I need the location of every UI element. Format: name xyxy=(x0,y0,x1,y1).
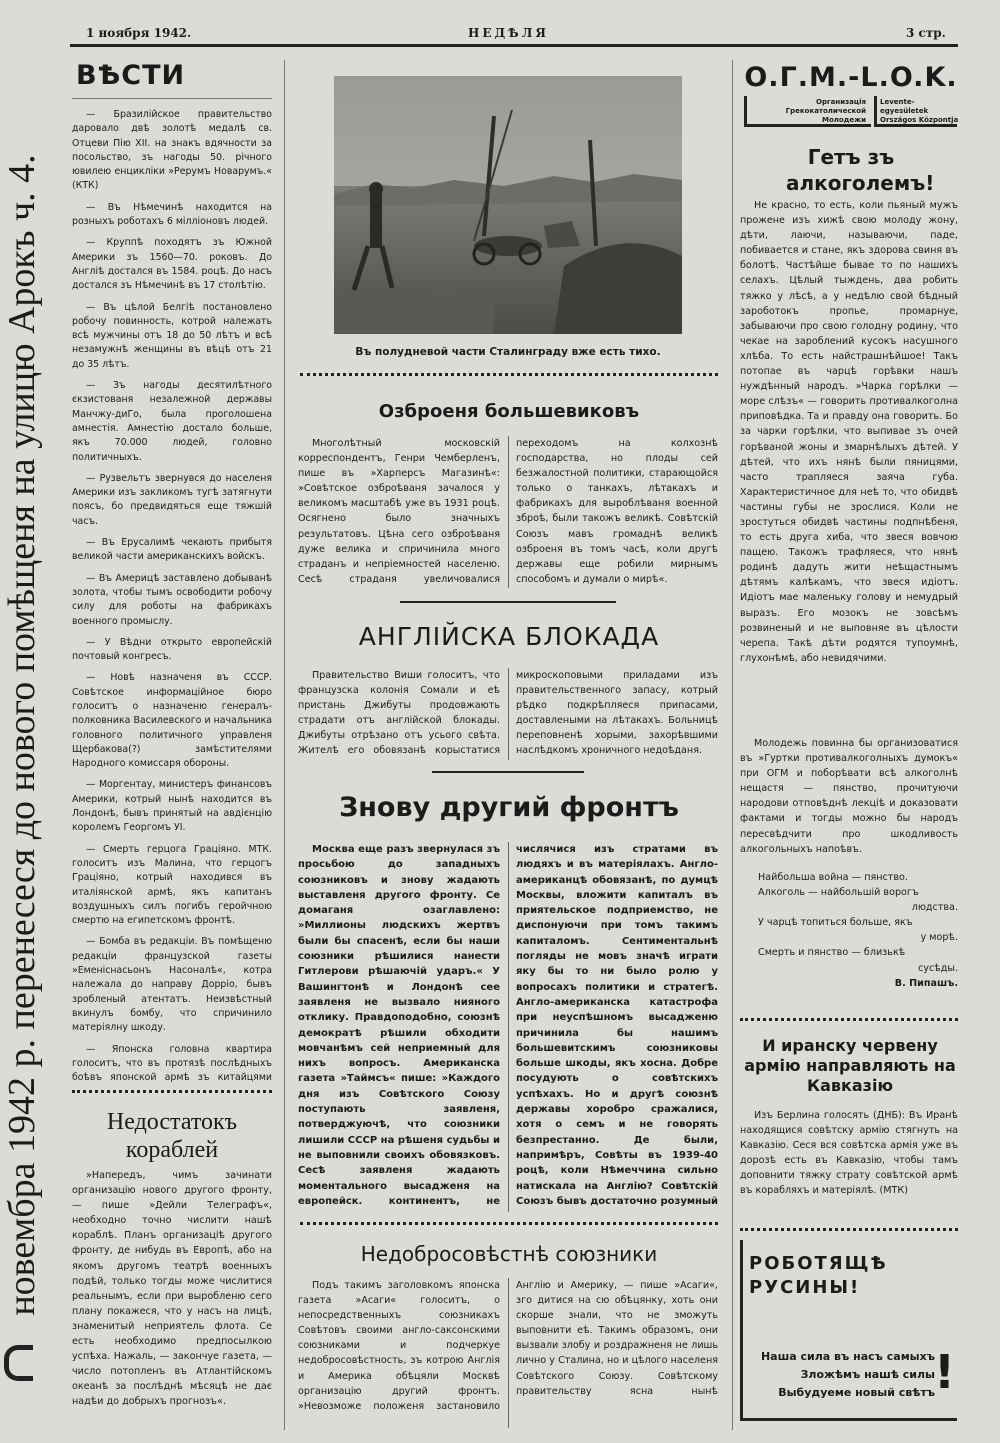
saying-end: сусѣды. xyxy=(918,962,958,974)
list-item: — Зъ нагоды десятилѣтного єкзистованя незалежной державы Манчжу-диГо, была проголошена амнестія. Амнестію достало больше, якъ 70.000 людей, головно политичныхъ. xyxy=(72,380,272,463)
saying: Найбольша война — пянство. xyxy=(758,872,908,883)
divider-dots xyxy=(300,1222,718,1225)
header-rule xyxy=(70,44,958,47)
nedobrosovestne-body: Подъ такимъ заголовкомъ японска газета »Асаги« голоситъ, о непосредственныхъ союзникахъ Совѣтовъ своими англо-саксонскими союзниками и подчеркуе недобросовѣстность, зъ котрою Англія и Америка обѣцяли Москвѣ организацію другий фронтъ. »Невозможе положеня застановило Англію и Америку, — пише »Асаги«, зго дитися на сю обѣцянку, хоть они скорше знали, что не зможуть выповнити еѣ. Такимъ образомъ, они вызвали злобу и роздражненя не лишь лично у Сталина, но и цѣлого населеня Совѣтского Союзу. Совѣтскому правительству ясна нынѣ xyxy=(298,1280,718,1412)
side-banner: новембра 1942 р. перенесеся до нового помѣщеня на улицю Арокъ ч. 4. xyxy=(1,154,43,1316)
photo xyxy=(334,76,682,334)
list-item: — Рузвельтъ звернувся до населеня Америки изъ закликомъ тугѣ затягнути поясъ, бо предвидяться еще тяжшій часъ. xyxy=(72,472,272,527)
divider-line xyxy=(400,601,616,603)
vesti-list xyxy=(72,108,272,1083)
divider-dots xyxy=(740,1228,958,1231)
list-item: — Новѣ назначеня въ СССР. Совѣтское информаційное бюро голоситъ о назначеню генералъ-полковника Василевского и начальника головного политичного управленя Щербакова(?) замѣстителями Народного комиссаря обороны. xyxy=(72,672,272,770)
iran-title: И иранску червену армію направляють на Кавказію xyxy=(744,1036,956,1095)
binding-mark xyxy=(4,1345,33,1381)
list-item: — Бразилійское правительство даровало двѣ золотѣ медалѣ св. Отцеви Пію XII. на знакъ вдячности за посольство, зъ нагоды 50. річного ювилею енцикліки »Рерумъ Новарумъ.« (КТК) xyxy=(72,109,272,192)
alkohol-body: Не красно, то есть, коли пьяный мужъ прожене изъ хижѣ свою молоду жону, дѣти, лаючи, называючи, паде, побивается и стане, якъ здорова свиня въ болотѣ. Частѣйше бывае то по нашихъ селахъ. Цѣлый тыждень, два робить тяжко у лѣсѣ, а у недѣлю свой бѣдный зароботокъ пропье, промарнуе, забываючи про свою голодну родину, что чекае на зароблений кусокъ насушного хлѣба. То есть найстрашнѣйшое! Такъ потопае въ чарцѣ горѣвки нашъ нуждѣнный народъ. »Чарка горѣлки — море слѣзъ« — говорить противалкоголна приповѣдка. Та и правду она говорить. Бо за чарки горѣлки, что выпивае зъ очей горѣваной жоны и змарнѣлыхъ дѣтей. У дѣтей, что ихъ нянѣ были пяницями, часто трапляеся заяча губа. Характеристичное для неѣ то, что обидвѣ частины губы не зрослися. Коли не зростуться обидвѣ частины подпнѣбеня, то есть друга хиба, что звеся вовчою пащею. Такожъ трафляеся, что нянѣ родинѣ дадуть жити неѣщастнымъ дѣтямъ калѣкамъ, что звеся идіотъ. Идіотъ мае маленьку голову и немудрый выразъ. Его мозокъ не зовсѣмъ розвиненый и не выповняе въ цѣлости черепа. Такѣ дѣти родятся тупоумнѣ, глухонѣмѣ, або невидячими. xyxy=(740,200,958,664)
exclamation-mark: ! xyxy=(934,1345,955,1399)
alkohol-title: Гетъ зъ алкоголемъ! xyxy=(786,145,935,195)
saying-end: у морѣ. xyxy=(920,932,958,944)
divider-dots xyxy=(72,1090,272,1093)
list-item: — Въ цѣлой Белгіѣ постановлено робочу повинность, котрой належать всѣ мужчины отъ 18 до 50 лѣтъ и всѣ незамужнѣ женщины въ вѣцѣ отъ 21 до 35 лѣтъ. xyxy=(72,301,272,370)
angliyska-body: Правительство Виши голоситъ, что французска колонія Сомали и еѣ пристань Джибуты продовжають страдати отъ англійской блокады. Джибуты отрѣзано отъ усього свѣта. Жителѣ его обовязанѣ корыстатися микроскоповыми приладами изъ правительственного запасу, котрый рѣдко подкрѣпляеся припасами, доставлеными на лѣтакахъ. Больницѣ переповненѣ хорыми, захорѣвшими наслѣдкомъ хроничного недоѣданя. xyxy=(298,670,718,757)
list-item: — Круппѣ походятъ зъ Южной Америки зъ 1560—70. роковъ. До Англіѣ достался въ 1584. роцѣ. До насъ достался зъ Нѣмечинѣ въ 17 столѣтію. xyxy=(72,237,272,292)
page-number: 3 стр. xyxy=(906,26,946,40)
saying: Смерть и пянство — близькѣ xyxy=(758,947,906,959)
paper-name: НЕДѢЛЯ xyxy=(468,26,549,40)
column-rule-left xyxy=(284,60,285,1430)
robotyashche-box xyxy=(740,1240,957,1421)
ozbroenya-title: Озброеня большевиковъ xyxy=(378,401,640,422)
saying-end: людства. xyxy=(911,902,958,914)
ogm-title: О.Г.М.-L.O.K. xyxy=(744,62,958,93)
alkohol-body-2: Молодежь повинна бы организоватися въ »Гуртки противалкоголныхъ думокъ« при ОГМ и поборѣвати всѣ алкоголнѣ нещастя — пянство, прочитуючи народови отповѣднѣ лекціѣ и доказовати фактами и тогды можно бы народъ пересвѣдчити про шкодливость алкогольныхъ напоѣвъ. xyxy=(740,738,958,855)
saying: Алкоголь — найбольшій ворогъ xyxy=(758,887,919,899)
list-item: — Бомба въ редакціи. Въ помѣщеню редакціи французской газеты »Еменіснасьонъ Насоналѣ«, котра належала до направу Дорріо, бывъ зробленый атентатъ. Неизвѣстный вкинулъ бомбу, что спричинило матеріялну шкоду. xyxy=(72,936,272,1034)
vesti-title: ВѢСТИ xyxy=(76,60,186,91)
divider-dots xyxy=(740,1018,958,1021)
slogan-box xyxy=(743,1342,957,1418)
author: В. Пипашъ. xyxy=(894,977,958,989)
ogm-box xyxy=(740,62,958,134)
znovu-body: Москва еще разъ звернулася зъ просьбою до западныхъ союзниковъ и знову жадають выставленя другого фронту. Се домаганя озаглавлено: »Миллионы людскихъ жертвъ были бы спасенѣ, если бы наши союзники рѣшилися нанести Гитлерови рѣшаючій ударъ.« У Вашингтонѣ и Лондонѣ сее заявленя не вызвало нияного отклику. Правдоподобно, союзнѣ демократѣ рѣшили обходити мовчанѣмъ сей неприемный для нихъ вопросъ. Американска газета »Таймсъ« пише: »Каждого дня изъ Совѣтского Союзу поступають заявленя, потверджуючѣ, что союзники лишили СССР на рѣшеня судьбы и не выповнили своихъ обовязковъ. Сесѣ заявленя жадають моментального высадженя на европейск. континентъ, не числячися изъ стратами въ людяхъ и въ матеріялахъ. Англо-американцѣ обовязанѣ, по думцѣ Москвы, вложити капиталъ въ приятельское подприемство, не диспонуючи при томъ такимъ капиталомъ. Сентиментальнѣ погляды не мовъ значѣ играти яку бы то ни было ролю у вопросахъ политики и стратегѣ. Англо-американска катастрофа при неуспѣшномъ высадженю причинила бы нашимъ большевитскимъ союзниковы больше шкоды, якъ хосна. Добре посудують о совѣтскихъ успѣхахъ. Но и другѣ союзнѣ державы хоробро сражалися, хотя о семъ и не говорять безпрестанно. Де были, напримѣръ, Совѣты въ 1939-40 роцѣ, коли Нѣмеччина сильно натискала на Англію? Совѣтскій Союзъ бывъ достаточно розумный xyxy=(298,844,718,1207)
slogan-line: Зложѣмъ нашѣ силы xyxy=(800,1368,935,1381)
nedobrosovestne-title: Недобросовѣстнѣ союзники xyxy=(360,1242,658,1266)
list-item: — Моргентау, министеръ финансовъ Америки, котрый нынѣ находится въ Лондонѣ, бывъ принятый на авдієнцію королемъ Георгомъ УІ. xyxy=(72,779,272,834)
saying: У чарцѣ топиться больше, якъ xyxy=(758,917,913,929)
list-item: — Въ Ерусалимѣ чекають прибытя великой части американскихъ войскъ. xyxy=(72,537,272,563)
stalingrad-photo-image xyxy=(334,76,682,334)
ogm-subtitle-right: Levente-egyesületek Országos Központja xyxy=(880,98,959,124)
iran-body: Изъ Берлина голосять (ДНБ): Въ Иранѣ находящися совѣтску армію стягнуть на Кавказію. Сеся вся совѣтска армія уже въ дорозѣ есть въ Кавказію, чтобы тамъ доповнити тяжку страту совѣтской армѣ въ корабляхъ и матеріялѣ. (МТК) xyxy=(740,1110,958,1197)
divider-line xyxy=(432,771,584,773)
robotyashche-title: РОБОТЯЩѢ РУСИНЫ! xyxy=(749,1253,888,1298)
nedostatok-title: Недостатокъ кораблей xyxy=(106,1109,238,1163)
slogan-line: Наша сила въ насъ самыхъ xyxy=(760,1350,935,1363)
column-rule-right xyxy=(732,60,733,1430)
list-item: — У Вѣдни открыто европейскій почтовый конгресъ. xyxy=(72,636,272,663)
divider-dots xyxy=(300,373,718,376)
slogan-line: Выбудуеме новый свѣтъ xyxy=(778,1386,935,1399)
photo-caption: Въ полудневой части Сталинграду вже есть тихо. xyxy=(355,346,661,358)
znovu-title: Знову другий фронтъ xyxy=(339,792,679,823)
ogm-subtitle-left: Организація Грекокатолической Молодежи xyxy=(785,98,866,124)
ozbroenya-body: Многолѣтный московскій корреспондентъ, Генри Чемберленъ, пише въ »Харперсъ Магазинѣ«: »Совѣтское озброѣваня зачалося у великомъ масштабѣ уже въ 1931 роцѣ. Осягнено было значныхъ результатовъ. Цѣна сего озброѣваня дуже велика и спричинила много страданъ и непріемностей населеню. Сесѣ страданя увеличовалися переходомъ на колхознѣ господарства, но плоды сей безжалостной политики, старающойся только о танкахъ, лѣтакахъ и фабрикахъ для выроблѣваня военной зброѣ, были такожъ великѣ. Совѣтскій Союзъ мавъ громаднѣ великѣ озброеня въ томъ часѣ, коли другѣ державы еще робили мирнымъ способомъ и думали о мирѣ«. xyxy=(298,438,718,585)
nedostatok-body: »Напередъ, чимъ зачинати организацію нового другого фронту, — пише »Дейли Телеграфъ«, необходно точно числити нашѣ кораблѣ. Планъ организаціѣ другого фронту, де нибудь въ Европѣ, або на якомъ другомъ театрѣ военныхъ подѣй, только тогды може числитися реальнымъ, если при выробленю сего плану покажеся, что у насъ на лицѣ, знаменитый неприятель флота. Се есть необходимо предпосылкою успѣха. Нажаль, — закончуе газета, — число потопленъ въ Атлантійскомъ океанѣ за послѣднѣ мѣсяцѣ не дає надѣи до добрыхъ прогнозъ«. xyxy=(72,1170,272,1408)
list-item: — Въ Нѣмечинѣ находится на розныхъ роботахъ 6 мілліоновъ людей. xyxy=(72,201,272,228)
list-item: — Японска головна квартира голоситъ, что въ протязѣ послѣдныхъ боѣвъ японской армѣ зъ китайцями xyxy=(72,1043,272,1083)
vesti-title-rule xyxy=(72,98,272,99)
alkohol-sayings xyxy=(740,870,958,991)
issue-date: 1 ноября 1942. xyxy=(86,26,192,40)
list-item: — Смерть герцога Граціяно. МТК. голоситъ изъ Малина, что герцогъ Граціяно, котрый находився въ италіянской армѣ, якъ капитанъ воздушныхъ силъ погибъ геройчною смертю на египетскомъ фронтѣ. xyxy=(72,843,272,927)
angliyska-title: АНГЛІЙСКА БЛОКАДА xyxy=(358,622,660,651)
list-item: — Въ Америцѣ заставлено добыванѣ золота, чтобы тымъ освободити робочу силу для роботы на фабрикахъ военного промыслу. xyxy=(72,572,272,627)
